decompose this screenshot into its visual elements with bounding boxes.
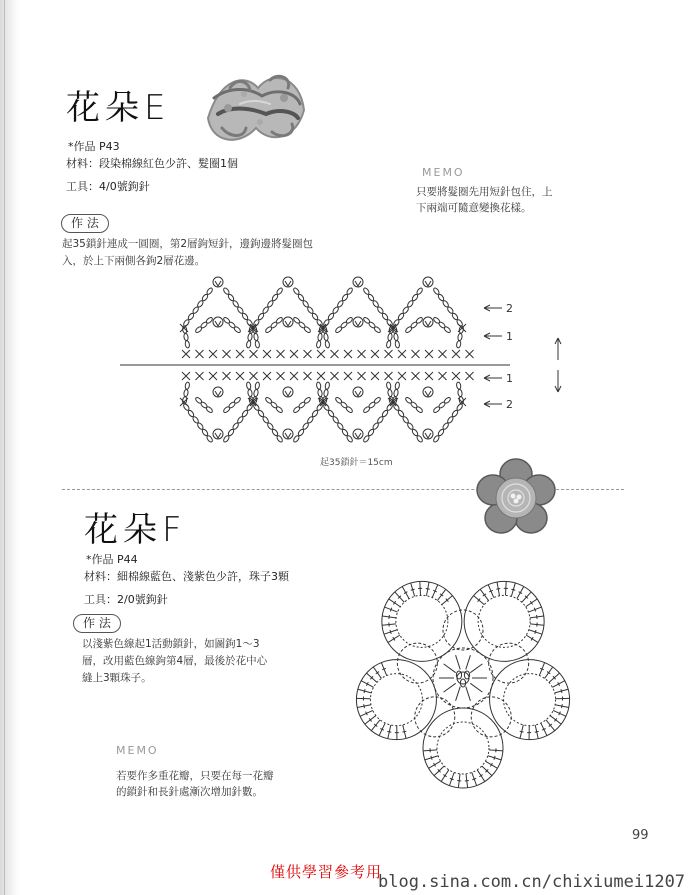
single-crochet-mark: [277, 350, 285, 358]
single-crochet-mark: [263, 350, 271, 358]
chain-stitch: [253, 333, 258, 341]
dc-stitch: [466, 655, 471, 669]
section1-work-ref: *作品 P43: [68, 140, 120, 153]
petal-chain-ring: [370, 674, 422, 726]
single-crochet-mark: [358, 350, 366, 358]
single-crochet-mark: [182, 350, 190, 358]
single-crochet-mark: [317, 372, 325, 380]
picot-stitch: [285, 321, 291, 326]
picot-stitch: [425, 433, 431, 438]
dc-bar: [389, 615, 390, 619]
single-crochet-mark: [236, 350, 244, 358]
chain-stitch: [253, 389, 258, 397]
method-line: 入，於上下兩側各鉤2層花邊。: [62, 255, 206, 267]
single-crochet-mark: [304, 372, 312, 380]
petal-outline: [423, 708, 503, 788]
center-ring: [457, 672, 469, 684]
dc-bar: [561, 689, 562, 693]
chain-stitch: [373, 326, 381, 334]
bead-stitch: [456, 671, 461, 679]
single-crochet-mark: [263, 372, 271, 380]
dc-bar: [402, 731, 406, 732]
single-crochet-mark: [425, 350, 433, 358]
section2-materials: 材料：細棉線藍色、淺紫色少許，珠子3顆: [84, 570, 289, 583]
picot-stitch: [425, 281, 431, 286]
picot-stitch: [285, 281, 291, 286]
chain-stitch: [317, 389, 322, 397]
dc-stitch: [456, 655, 461, 669]
chain-stitch: [185, 340, 190, 348]
dc-bar: [450, 778, 454, 779]
single-crochet-mark: [371, 350, 379, 358]
picot-stitch: [425, 321, 431, 326]
book-spine-shadow: [0, 0, 20, 895]
picot-stitch: [425, 391, 431, 396]
chain-stitch: [395, 340, 400, 348]
section1-memo-text: [416, 184, 553, 216]
picot-stitch: [285, 433, 291, 438]
row-number-label: 2: [506, 302, 513, 315]
chain-stitch: [443, 326, 451, 334]
chain-stitch: [233, 326, 241, 334]
chain-stitch: [325, 340, 330, 348]
chain-stitch: [246, 340, 251, 348]
section1-method-label: 作 法: [61, 214, 109, 233]
dc-bar: [390, 608, 391, 612]
inner-petal-loop: [443, 610, 483, 650]
single-crochet-mark: [290, 372, 298, 380]
single-crochet-mark: [344, 372, 352, 380]
single-crochet-mark: [358, 372, 366, 380]
single-crochet-mark: [209, 350, 217, 358]
petal-chain-ring: [437, 722, 489, 774]
single-crochet-mark: [371, 372, 379, 380]
single-crochet-mark: [290, 350, 298, 358]
dc-bar: [511, 589, 515, 590]
chain-stitch: [387, 333, 392, 341]
chain-stitch: [205, 406, 213, 414]
single-crochet-mark: [452, 350, 460, 358]
picot-stitch: [355, 281, 361, 286]
method-line: 縫上3顆珠子。: [82, 672, 152, 684]
dc-bar: [472, 778, 476, 779]
section1-materials: 材料：段染棉線紅色少許、髮圈1個: [66, 157, 238, 170]
dc-bar: [534, 608, 535, 612]
chain-stitch: [246, 382, 251, 390]
chain-stitch: [346, 287, 353, 295]
watermark-text: 僅供學習參考用: [270, 863, 383, 881]
source-url: blog.sina.com.cn/chixiumei1207: [378, 872, 686, 892]
chain-stitch: [456, 382, 461, 390]
chain-stitch: [316, 382, 321, 390]
dc-stitch: [470, 664, 482, 673]
picot-stitch: [355, 433, 361, 438]
dc-bar: [426, 589, 430, 590]
chain-stitch: [395, 382, 400, 390]
dc-bar: [496, 589, 500, 590]
chain-stitch: [373, 396, 381, 404]
chain-stitch: [386, 340, 391, 348]
chain-stitch: [345, 316, 353, 324]
single-crochet-mark: [439, 350, 447, 358]
chain-stitch: [325, 382, 330, 390]
single-crochet-mark: [331, 372, 339, 380]
hair-tie-photo: [200, 58, 312, 148]
single-crochet-mark: [209, 372, 217, 380]
section2-work-ref: *作品 P44: [86, 553, 138, 566]
memo-line: 的鎖針和長針處漸次增加針數。: [116, 786, 263, 798]
dc-bar: [382, 668, 386, 670]
page-number: 99: [632, 828, 649, 843]
method-line: 起35鎖針連成一圓圈，第2層鉤短針，邊鉤邊將髮圈包: [62, 238, 314, 250]
chain-stitch: [457, 333, 462, 341]
method-line: 以淺紫色線起1活動鎖針，如圖鉤1～3: [82, 638, 260, 650]
single-crochet-mark: [317, 350, 325, 358]
dc-bar: [535, 731, 539, 732]
single-crochet-mark: [250, 350, 258, 358]
section1-method-text: [62, 236, 313, 270]
chain-stitch: [276, 287, 283, 295]
row-number-label: 2: [506, 398, 513, 411]
flower-crochet-chart: [338, 560, 588, 796]
single-crochet-mark: [412, 350, 420, 358]
single-crochet-mark: [250, 372, 258, 380]
single-crochet-mark: [344, 350, 352, 358]
single-crochet-mark: [385, 350, 393, 358]
section1-title: 花朵E: [66, 88, 171, 128]
picot-stitch: [215, 391, 221, 396]
chain-stitch: [323, 333, 328, 341]
dc-bar: [411, 589, 415, 590]
method-line: 層，改用藍色線鉤第4層，最後於花中心: [82, 655, 268, 667]
section2-memo-label: MEMO: [116, 744, 159, 757]
chain-stitch: [275, 406, 283, 414]
single-crochet-mark: [331, 350, 339, 358]
chain-stitch: [416, 287, 423, 295]
dc-bar: [494, 756, 495, 760]
single-crochet-mark: [398, 372, 406, 380]
single-crochet-mark: [466, 372, 474, 380]
dc-bar: [364, 689, 365, 693]
dc-bar: [520, 731, 524, 732]
dc-stitch: [466, 687, 471, 701]
row-number-label: 1: [506, 372, 513, 385]
dc-stitch: [444, 664, 456, 673]
chain-stitch: [345, 406, 353, 414]
section2-tool: 工具：2/0號鉤針: [84, 593, 168, 606]
dc-stitch: [470, 683, 482, 692]
single-crochet-mark: [304, 350, 312, 358]
spine-edge-line: [4, 0, 5, 895]
chain-stitch: [276, 435, 283, 443]
chain-stitch: [303, 396, 311, 404]
chain-stitch: [206, 287, 213, 295]
flower-photo: [476, 456, 556, 540]
chain-stitch: [205, 316, 213, 324]
chain-stitch: [457, 389, 462, 397]
single-crochet-mark: [385, 372, 393, 380]
bead-stitch: [464, 671, 469, 679]
dc-bar: [540, 668, 544, 670]
chain-stitch: [393, 333, 398, 341]
chain-stitch: [255, 382, 260, 390]
picot-stitch: [215, 281, 221, 286]
single-crochet-mark: [236, 372, 244, 380]
chain-stitch: [456, 340, 461, 348]
dc-stitch: [444, 683, 456, 692]
single-crochet-mark: [466, 350, 474, 358]
chain-stitch: [233, 396, 241, 404]
petal-chain-ring: [396, 595, 448, 647]
chain-stitch: [303, 326, 311, 334]
chain-stitch: [317, 333, 322, 341]
chain-stitch: [185, 382, 190, 390]
dc-bar: [537, 615, 538, 619]
section2-memo-text: [116, 768, 274, 800]
chain-stitch: [415, 406, 423, 414]
single-crochet-mark: [398, 350, 406, 358]
picot-stitch: [215, 321, 221, 326]
picot-stitch: [355, 391, 361, 396]
lace-edging-chart: [110, 270, 590, 450]
petal-outline: [382, 581, 462, 661]
picot-stitch: [215, 433, 221, 438]
chain-stitch: [323, 389, 328, 397]
dc-bar: [562, 704, 563, 708]
bead-stitch: [460, 679, 465, 687]
petal-outline: [464, 581, 544, 661]
memo-line: 只要將髮圈先用短針包住，上: [416, 186, 553, 198]
chain-stitch: [316, 340, 321, 348]
chain-stitch: [206, 435, 213, 443]
dc-bar: [364, 704, 365, 708]
single-crochet-mark: [439, 372, 447, 380]
row-number-label: 1: [506, 330, 513, 343]
petal-chain-ring: [504, 674, 556, 726]
chain-stitch: [247, 389, 252, 397]
dc-bar: [390, 630, 391, 634]
section2-method-text: [82, 636, 267, 687]
picot-stitch: [285, 391, 291, 396]
section2-method-label: 作 法: [73, 614, 121, 633]
dc-bar: [431, 756, 432, 760]
memo-line: 若要作多重花瓣，只要在每一花瓣: [116, 770, 274, 782]
chain-stitch: [247, 333, 252, 341]
chain-stitch: [386, 382, 391, 390]
single-crochet-mark: [196, 350, 204, 358]
single-crochet-mark: [452, 372, 460, 380]
single-crochet-mark: [412, 372, 420, 380]
section1-memo-label: MEMO: [422, 166, 465, 179]
chain-stitch: [416, 435, 423, 443]
dc-stitch: [456, 687, 461, 701]
single-crochet-mark: [182, 372, 190, 380]
dc-bar: [387, 731, 391, 732]
section2-title: 花朵F: [84, 510, 187, 550]
chain-stitch: [275, 316, 283, 324]
chain-stitch: [443, 396, 451, 404]
chain-stitch: [255, 340, 260, 348]
dc-bar: [535, 630, 536, 634]
inner-petal-loop: [489, 643, 529, 683]
section1-caption: 起35鎖針＝15cm: [320, 458, 393, 468]
inner-petal-loop: [397, 643, 437, 683]
chain-stitch: [393, 389, 398, 397]
single-crochet-mark: [425, 372, 433, 380]
picot-stitch: [355, 321, 361, 326]
section1-tool: 工具：4/0號鉤針: [66, 180, 150, 193]
chain-stitch: [387, 389, 392, 397]
single-crochet-mark: [223, 350, 231, 358]
chain-stitch: [346, 435, 353, 443]
single-crochet-mark: [223, 372, 231, 380]
single-crochet-mark: [196, 372, 204, 380]
memo-line: 下兩端可隨意變換花樣。: [416, 202, 532, 214]
petal-chain-ring: [478, 595, 530, 647]
chain-stitch: [183, 389, 188, 397]
chain-stitch: [183, 333, 188, 341]
chain-stitch: [415, 316, 423, 324]
single-crochet-mark: [277, 372, 285, 380]
